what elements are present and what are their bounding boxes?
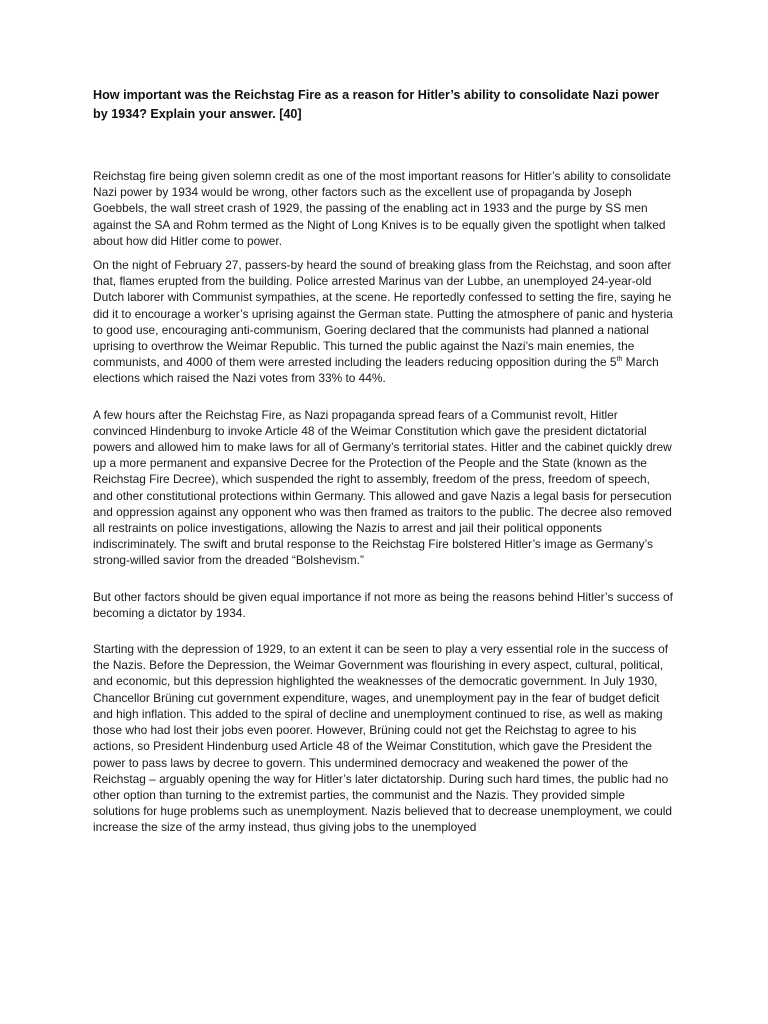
paragraph-spacer <box>93 387 673 407</box>
paragraph-spacer <box>93 249 673 257</box>
paragraph-reichstag-fire-text: On the night of February 27, passers-by heard the sound of breaking glass from the Reichstag, and soon after that, flames erupted from the building. Police arrested Marinus van der Lubbe, an unemployed 24-year-old Dutch laborer with Communist sympathies, at the scene. He reportedly confessed to setting the fire, saying he did it to encourage a worker’s uprising against the German state. Putting the atmosphere of panic and hysteria to good use, encouraging anti-communism, Goering declared that the communists had planned a national uprising to overthrow the Weimar Republic. This turned the public against the Nazi’s main enemies, the communists, and 4000 of them were arrested including the leaders reducing opposition during the 5 <box>93 258 673 370</box>
essay-question-heading: How important was the Reichstag Fire as a reason for Hitler’s ability to consolidate Nazi power by 1934? Explain your answer. [40] <box>93 88 660 121</box>
document-page <box>93 86 673 836</box>
paragraph-fire-decree: A few hours after the Reichstag Fire, as Nazi propaganda spread fears of a Communist revolt, Hitler convinced Hindenburg to invoke Article 48 of the Weimar Constitution which gave the president dictatorial powers and allowed him to make laws for all of Germany’s territorial states. Hitler and the cabinet quickly drew up a more permanent and expansive Decree for the Protection of the People and the State (known as the Reichstag Fire Decree), which suspended the right to assembly, freedom of the press, freedom of speech, and other constitutional protections within Germany. This allowed and gave Nazis a legal basis for persecution and oppression against any opponent who was then framed as traitors to the public. The decree also removed all restraints on police investigations, allowing the Nazis to arrest and jail their political opponents indiscriminately. The swift and brutal response to the Reichstag Fire bolstered Hitler’s image as Germany’s strong-willed savior from the dreaded “Bolshevism.” <box>93 407 672 568</box>
ordinal-superscript: th <box>616 356 623 364</box>
paragraph-other-factors: But other factors should be given equal importance if not more as being the reasons behind Hitler’s success of becoming a dictator by 1934. <box>93 589 673 620</box>
paragraph-reichstag-fire-tail: March elections which raised the Nazi votes from 33% to 44%. <box>93 355 659 386</box>
paragraph-spacer <box>93 569 673 589</box>
paragraph-reichstag-fire <box>93 257 673 387</box>
paragraph-depression: Starting with the depression of 1929, to an extent it can be seen to play a very essential role in the success of the Nazis. Before the Depression, the Weimar Government was flourishing in every aspect, cultural, political, and economic, but this depression highlighted the weaknesses of the democratic government. In July 1930, Chancellor Brüning cut government expenditure, wages, and unemployment pay in the fear of budget deficit and high inflation. This added to the spiral of decline and unemployment continued to rise, as well as making those who had lost their jobs even poorer. However, Brüning could not get the Reichstag to agree to his actions, so President Hindenburg used Article 48 of the Weimar Constitution, which gave the President the power to pass laws by decree to govern. This undermined democracy and weakened the power of the Reichstag – arguably opening the way for Hitler’s later dictatorship. During such hard times, the public had no other option than turning to the extremist parties, the communist and the Nazis. They provided simple solutions for huge problems such as unemployment. Nazis believed that to decrease unemployment, we could increase the size of the army instead, thus giving jobs to the unemployed <box>93 642 672 835</box>
paragraph-intro: Reichstag fire being given solemn credit as one of the most important reasons for Hitler’s ability to consolidate Nazi power by 1934 would be wrong, other factors such as the excellent use of propaganda by Joseph Goebbels, the wall street crash of 1929, the passing of the enabling act in 1933 and the purge by SS men against the SA and Rohm termed as the Night of Long Knives is to be equally given the spotlight when talked about how did Hitler come to power. <box>93 169 671 248</box>
paragraph-spacer <box>93 621 673 641</box>
